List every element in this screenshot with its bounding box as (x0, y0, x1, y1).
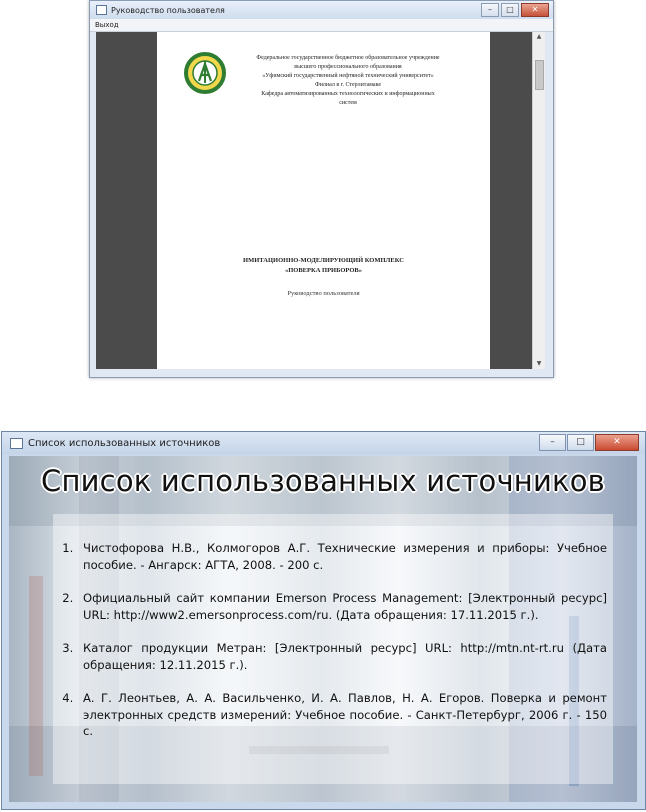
header-line: «Уфимский государственный нефтяной технический университет» (262, 73, 434, 79)
references-list (59, 540, 607, 757)
document-header (233, 54, 463, 108)
window-controls (481, 3, 549, 17)
header-line: Кафедра автоматизированных технологических и информационных (261, 91, 435, 97)
menu-item-exit[interactable]: Выход (95, 21, 119, 29)
window-controls (539, 434, 639, 451)
reference-item: 3. Каталог продукции Метран: [Электронный ресурс] URL: http://mtn.nt-rt.ru (Дата обращения: 12.11.2015 г.). (77, 640, 607, 673)
reference-item: 2. Официальный сайт компании Emerson Process Management: [Электронный ресурс] URL: http://www2.emersonprocess.com/ru. (Дата обращения: 17.11.2015 г.). (77, 590, 607, 623)
header-line: высшего профессионального образования (294, 64, 402, 70)
app-icon (10, 438, 23, 449)
close-button[interactable]: ✕ (521, 3, 549, 17)
maximize-button[interactable]: □ (501, 3, 519, 17)
university-logo (184, 52, 226, 94)
sources-content (9, 456, 637, 802)
document-page (157, 32, 490, 369)
title-bar[interactable] (90, 1, 553, 19)
header-line: Федеральное государственное бюджетное образовательное учреждение (256, 55, 440, 61)
minimize-button[interactable]: – (539, 434, 566, 451)
reference-item: 1. Чистофорова Н.В., Колмогоров А.Г. Технические измерения и приборы: Учебное пособие. - Ангарск: АГТА, 2008. - 200 с. (77, 540, 607, 573)
scroll-thumb[interactable] (535, 60, 544, 90)
user-guide-window (89, 0, 554, 378)
app-icon (96, 5, 107, 15)
document-title-line: «ПОВЕРКА ПРИБОРОВ» (284, 267, 362, 274)
sources-heading: Список использованных источников (41, 464, 605, 498)
minimize-button[interactable]: – (481, 3, 499, 17)
sources-window (1, 431, 646, 810)
window-title: Руководство пользователя (111, 5, 225, 15)
header-line: систем (339, 100, 357, 106)
scroll-down-arrow-icon[interactable]: ▼ (536, 360, 542, 367)
title-bar[interactable] (2, 432, 645, 454)
document-viewer[interactable] (96, 32, 545, 369)
menu-bar (90, 19, 553, 32)
vertical-scrollbar[interactable] (532, 32, 545, 369)
window-title: Список использованных источников (28, 437, 221, 449)
document-title-line: ИМИТАЦИОННО-МОДЕЛИРУЮЩИЙ КОМПЛЕКС (243, 257, 404, 264)
document-title (177, 256, 470, 276)
background-image (29, 576, 43, 776)
reference-item: 4. А. Г. Леонтьев, А. А. Васильченко, И. А. Павлов, Н. А. Егоров. Поверка и ремонт электронных средств измерений: Учебное пособие. - Санкт-Петербург, 2006 г. - 150 с. (77, 690, 607, 740)
maximize-button[interactable]: □ (567, 434, 594, 451)
document-subtitle: Руководство пользователя (287, 290, 360, 297)
header-line: Филиал в г. Стерлитамаке (314, 82, 382, 88)
close-button[interactable]: ✕ (595, 434, 639, 451)
scroll-up-arrow-icon[interactable]: ▲ (536, 33, 542, 40)
